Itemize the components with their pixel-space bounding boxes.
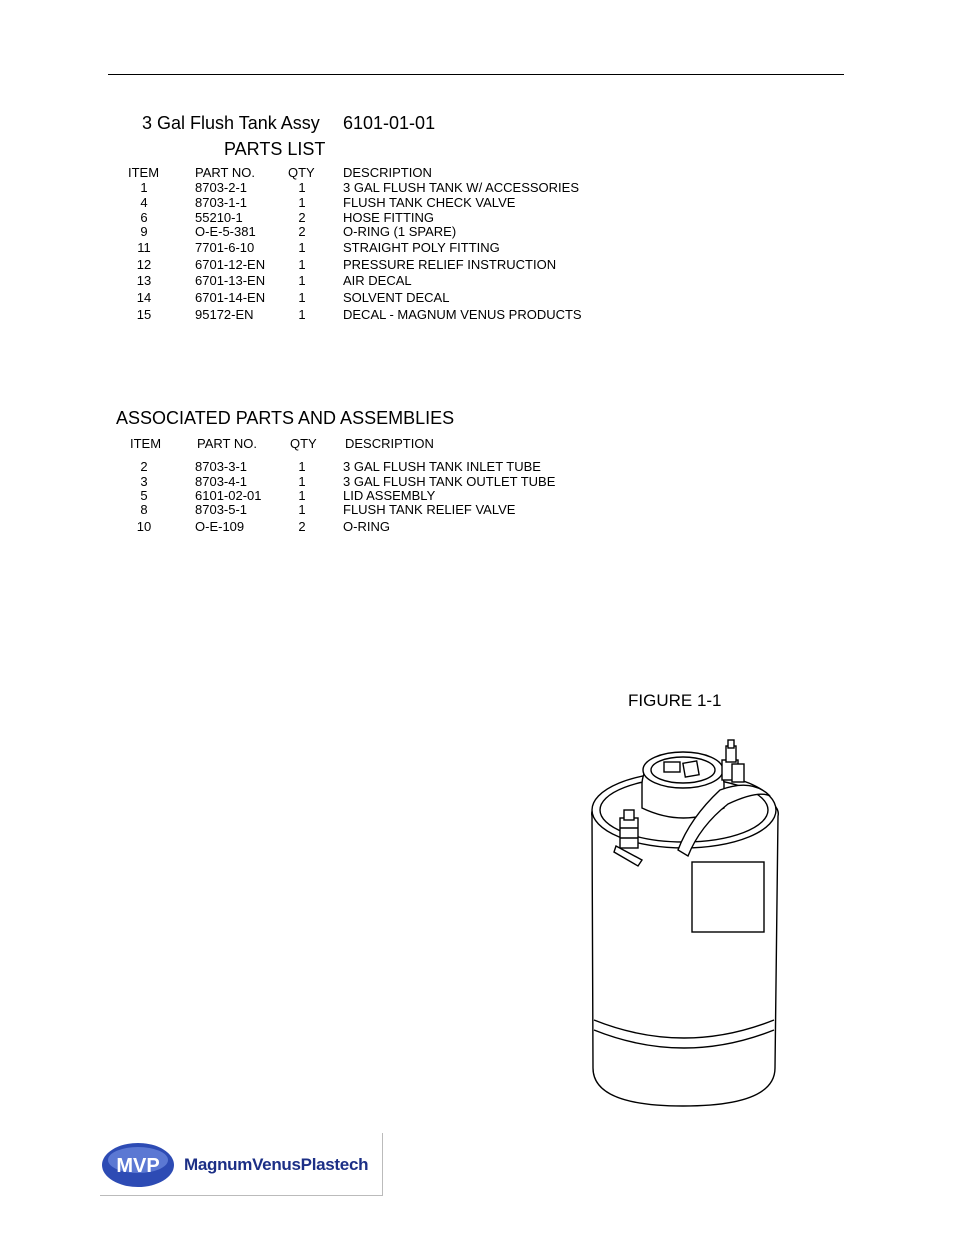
description: HOSE FITTING bbox=[343, 210, 434, 225]
description: LID ASSEMBLY bbox=[343, 488, 436, 503]
quantity: 1 bbox=[298, 257, 306, 272]
quantity: 1 bbox=[298, 273, 306, 288]
part-number: 7701-6-10 bbox=[195, 240, 255, 255]
description: FLUSH TANK CHECK VALVE bbox=[343, 195, 516, 210]
parts-col-qty: QTY bbox=[288, 165, 315, 180]
item-number: 9 bbox=[140, 224, 148, 239]
part-number: 8703-4-1 bbox=[195, 474, 248, 489]
description: O-RING bbox=[343, 519, 390, 534]
quantity: 1 bbox=[298, 502, 306, 517]
associated-heading: ASSOCIATED PARTS AND ASSEMBLIES bbox=[116, 408, 455, 428]
description: SOLVENT DECAL bbox=[343, 290, 450, 305]
table-row bbox=[0, 307, 954, 322]
item-number: 15 bbox=[136, 307, 152, 322]
item-number: 5 bbox=[140, 488, 148, 503]
table-row bbox=[0, 290, 954, 305]
part-number: 6101-02-01 bbox=[195, 488, 262, 503]
table-row bbox=[0, 224, 954, 239]
item-number: 10 bbox=[136, 519, 152, 534]
table-row bbox=[0, 240, 954, 255]
item-number: 2 bbox=[140, 459, 148, 474]
header-rule bbox=[108, 74, 844, 75]
quantity: 1 bbox=[298, 195, 306, 210]
item-number: 6 bbox=[140, 210, 148, 225]
quantity: 1 bbox=[298, 488, 306, 503]
item-number: 11 bbox=[137, 240, 151, 255]
part-number: 8703-5-1 bbox=[195, 502, 248, 517]
table-row bbox=[0, 195, 954, 210]
table-row bbox=[0, 273, 954, 288]
part-number: 95172-EN bbox=[195, 307, 254, 322]
assoc-col-qty: QTY bbox=[290, 436, 317, 451]
table-row bbox=[0, 488, 954, 503]
table-row bbox=[0, 257, 954, 272]
item-number: 3 bbox=[140, 474, 148, 489]
description: 3 GAL FLUSH TANK OUTLET TUBE bbox=[343, 474, 556, 489]
item-number: 13 bbox=[136, 273, 152, 288]
part-number: 8703-2-1 bbox=[195, 180, 248, 195]
quantity: 1 bbox=[298, 459, 306, 474]
assoc-col-description: DESCRIPTION bbox=[345, 436, 434, 451]
assembly-number: 6101-01-01 bbox=[343, 113, 436, 133]
table-row bbox=[0, 474, 954, 489]
item-number: 12 bbox=[136, 257, 152, 272]
part-number: 6701-12-EN bbox=[195, 257, 266, 272]
assembly-title: 3 Gal Flush Tank Assy bbox=[142, 113, 320, 133]
parts-col-description: DESCRIPTION bbox=[343, 165, 432, 180]
part-number: 55210-1 bbox=[195, 210, 243, 225]
mvp-badge-icon bbox=[100, 1133, 184, 1195]
item-number: 8 bbox=[140, 502, 148, 517]
quantity: 1 bbox=[298, 290, 306, 305]
assoc-col-part-no: PART NO. bbox=[197, 436, 257, 451]
table-row bbox=[0, 502, 954, 517]
table-row bbox=[0, 459, 954, 474]
logo-badge-text: MVP bbox=[116, 1155, 160, 1177]
quantity: 1 bbox=[298, 307, 306, 322]
part-number: 6701-14-EN bbox=[195, 290, 266, 305]
quantity: 1 bbox=[298, 474, 306, 489]
quantity: 2 bbox=[298, 210, 306, 225]
part-number: 6701-13-EN bbox=[195, 273, 266, 288]
quantity: 1 bbox=[298, 240, 306, 255]
table-row bbox=[0, 519, 954, 534]
description: STRAIGHT POLY FITTING bbox=[343, 240, 500, 255]
item-number: 14 bbox=[136, 290, 152, 305]
description: DECAL - MAGNUM VENUS PRODUCTS bbox=[343, 307, 582, 322]
part-number: O-E-5-381 bbox=[195, 224, 256, 239]
part-number: O-E-109 bbox=[195, 519, 245, 534]
quantity: 2 bbox=[298, 519, 306, 534]
flush-tank-drawing-icon bbox=[580, 738, 790, 1113]
item-number: 1 bbox=[140, 180, 148, 195]
parts-col-part-no: PART NO. bbox=[195, 165, 255, 180]
table-row bbox=[0, 210, 954, 225]
part-number: 8703-3-1 bbox=[195, 459, 248, 474]
description: AIR DECAL bbox=[343, 273, 412, 288]
description: 3 GAL FLUSH TANK INLET TUBE bbox=[343, 459, 541, 474]
company-logo bbox=[100, 1133, 383, 1196]
description: PRESSURE RELIEF INSTRUCTION bbox=[343, 257, 557, 272]
description: 3 GAL FLUSH TANK W/ ACCESSORIES bbox=[343, 180, 579, 195]
figure-label: FIGURE 1-1 bbox=[628, 691, 722, 710]
logo-text: MagnumVenusPlastech bbox=[184, 1155, 369, 1174]
description: O-RING (1 SPARE) bbox=[343, 224, 457, 239]
quantity: 1 bbox=[298, 180, 306, 195]
part-number: 8703-1-1 bbox=[195, 195, 248, 210]
item-number: 4 bbox=[140, 195, 148, 210]
assoc-col-item: ITEM bbox=[130, 436, 162, 451]
parts-list-heading: PARTS LIST bbox=[224, 139, 326, 159]
parts-col-item: ITEM bbox=[128, 165, 160, 180]
table-row bbox=[0, 180, 954, 195]
description: FLUSH TANK RELIEF VALVE bbox=[343, 502, 516, 517]
quantity: 2 bbox=[298, 224, 306, 239]
